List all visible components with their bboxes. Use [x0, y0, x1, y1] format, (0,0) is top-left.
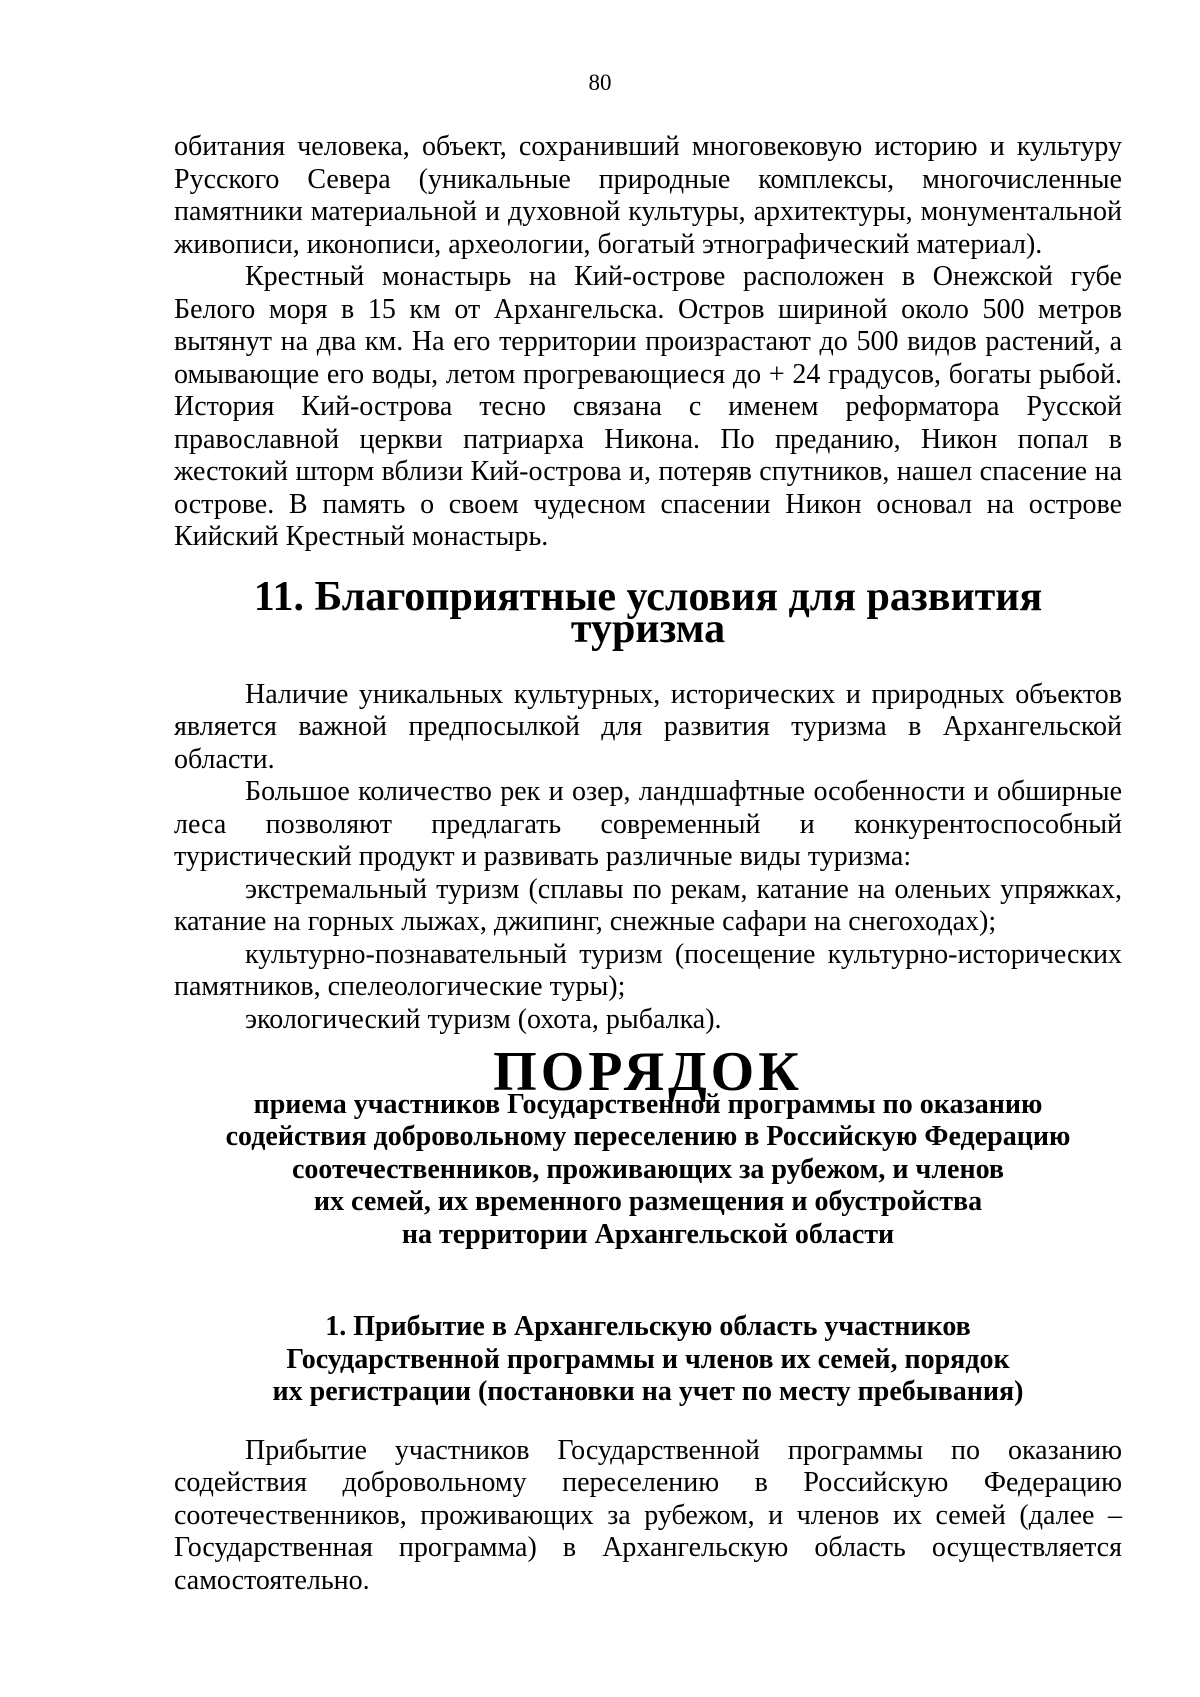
section-1-heading-line: Государственной программы и членов их семей, порядок [286, 1343, 1010, 1375]
page-content [174, 131, 1122, 1597]
order-title: ПОРЯДОК [493, 1041, 803, 1103]
page-number: 80 [588, 70, 612, 95]
order-subtitle-line: приема участников Государственной программы по оказанию [253, 1088, 1043, 1120]
section-11-paragraph-1: Наличие уникальных культурных, исторических и природных объектов является важной предпосылкой для развития туризма в Архангельской области. [174, 678, 1122, 775]
section-11-paragraph-2: Большое количество рек и озер, ландшафтные особенности и обширные леса позволяют предлагать современный и конкурентоспособный туристический продукт и развивать различные виды туризма: [174, 776, 1122, 872]
order-subtitle-line: содействия добровольному переселению в Российскую Федерацию [225, 1121, 1071, 1152]
section-11-list-item-ecological: экологический туризм (охота, рыбалка). [245, 1003, 722, 1035]
intro-paragraph-1: обитания человека, объект, сохранивший многовековую историю и культуру Русского Севера (уникальные природные комплексы, многочисленные памятники материальной и духовной культуры, архитектуры, монументальной живописи, иконописи, археологии, богатый этнографический материал). [174, 131, 1122, 260]
section-1-heading-line: 1. Прибытие в Архангельскую область участников [325, 1311, 971, 1342]
intro-paragraph-2: Крестный монастырь на Кий-острове расположен в Онежской губе Белого моря в 15 км от Архангельска. Остров шириной около 500 метров вытянут на два км. На его территории произрастают до 500 видов растений, а омывающие его воды, летом прогревающиеся до + 24 градусов, богаты рыбой. История Кий-острова тесно связана с именем реформатора Русской православной церкви патриарха Никона. По преданию, Никон попал в жестокий шторм вблизи Кий-острова и, потеряв спутников, нашел спасение на острове. В память о своем чудесном спасении Никон основал на острове Кийский Крестный монастырь. [174, 261, 1122, 552]
order-subtitle [174, 1089, 1122, 1252]
order-subtitle-line: соотечественников, проживающих за рубежом, и членов [291, 1153, 1005, 1185]
section-11-list-item-cultural: культурно-познавательный туризм (посещение культурно-исторических памятников, спелеологические туры); [174, 938, 1122, 1002]
section-1-heading-line: их регистрации (постановки на учет по месту пребывания) [272, 1376, 1024, 1407]
order-subtitle-line: их семей, их временного размещения и обустройства [313, 1186, 983, 1217]
section-1-heading [174, 1311, 1122, 1409]
order-subtitle-line: на территории Архангельской области [401, 1218, 895, 1250]
section-11-heading: 11. Благоприятные условия для развития туризма [253, 573, 1043, 652]
section-11-list-item-extreme: экстремальный туризм (сплавы по рекам, катание на оленьих упряжках, катание на горных лыжах, джипинг, снежные сафари на снегоходах); [174, 873, 1122, 937]
section-1-paragraph-1: Прибытие участников Государственной программы по оказанию содействия добровольному переселению в Российскую Федерацию соотечественников, проживающих за рубежом, и членов их семей (далее – Государственная программа) в Архангельскую область осуществляется самостоятельно. [174, 1434, 1122, 1596]
